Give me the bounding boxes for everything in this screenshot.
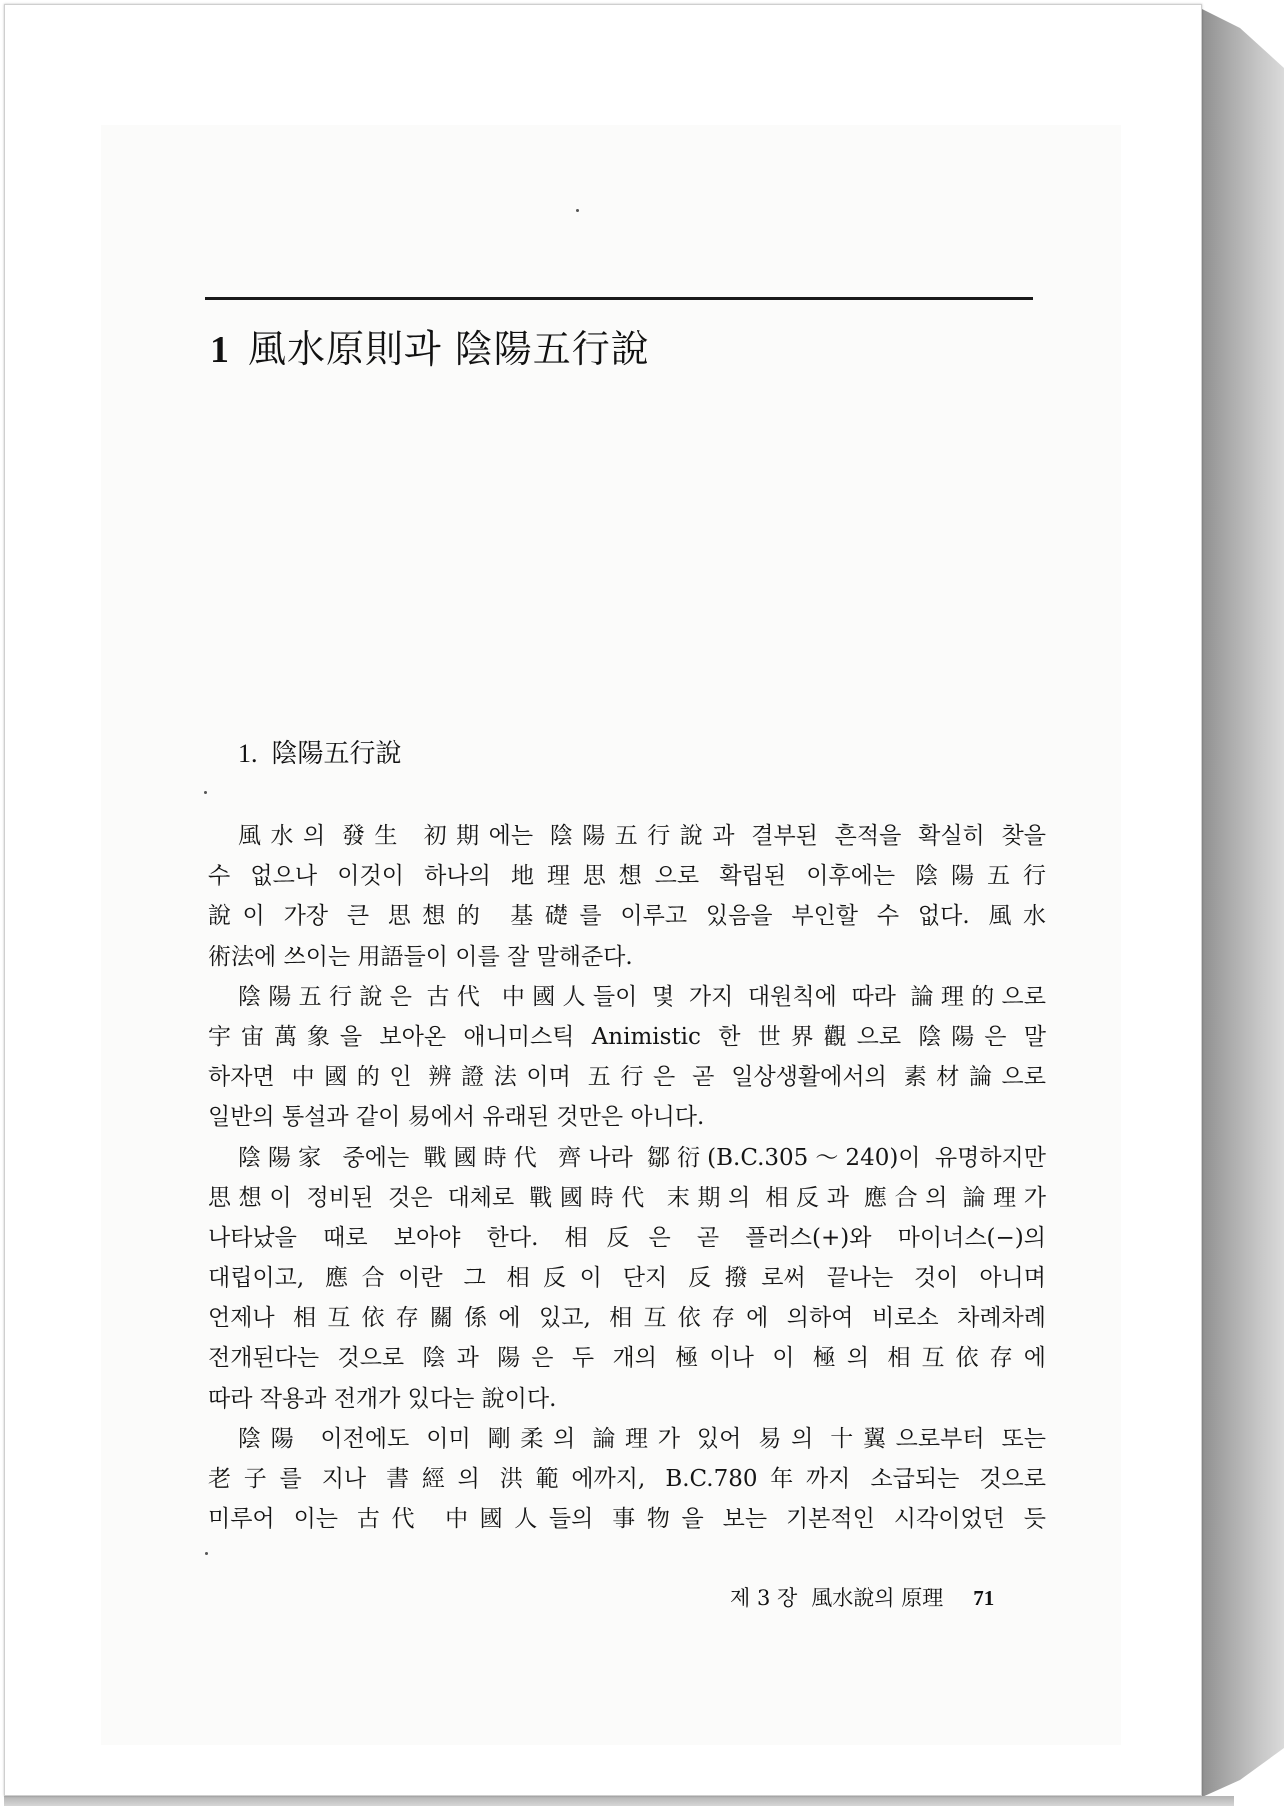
text-line: 宇宙萬象을 보아온 애니미스틱 Animistic 한 世界觀으로 陰陽은 말: [208, 1023, 1046, 1050]
footer-chapter-title: 風水說의 原理: [811, 1586, 944, 1610]
chapter-rule: [205, 297, 1033, 300]
text-line: 수 없으나 이것이 하나의 地理思想으로 확립된 이후에는 陰陽五行: [208, 863, 1046, 890]
text-line: 陰陽五行說은 古代 中國人들이 몇 가지 대원칙에 따라 論理的으로: [238, 983, 1046, 1010]
page-footer: [730, 1582, 994, 1612]
text-line: 說이 가장 큰 思想的 基礎를 이루고 있음을 부인할 수 없다. 風水: [208, 903, 1046, 930]
text-line: 전개된다는 것으로 陰과 陽은 두 개의 極이나 이 極의 相互依存에: [208, 1345, 1046, 1372]
text-line: 미루어 이는 古代 中國人들의 事物을 보는 기본적인 시각이었던 듯: [208, 1506, 1046, 1533]
chapter-number: 1: [210, 329, 230, 371]
text-line: 대립이고, 應合이란 그 相反이 단지 反撥로써 끝나는 것이 아니며: [208, 1265, 1046, 1292]
chapter-title: 風水原則과 陰陽五行說: [248, 327, 650, 371]
paper-speck: [204, 791, 207, 794]
book-bottom-edge: [4, 1796, 1234, 1806]
text-line: 陰陽 이전에도 이미 剛柔의 論理가 있어 易의 十翼으로부터 또는: [238, 1425, 1046, 1452]
body-text: [208, 816, 1046, 1539]
text-line: 風水의 發生 初期에는 陰陽五行說과 결부된 흔적을 확실히 찾을: [238, 823, 1046, 849]
text-line: 老子를 지나 書經의 洪範에까지, B.C.780年까지 소급되는 것으로: [208, 1466, 1046, 1492]
chapter-heading: [210, 318, 650, 373]
text-line: 하자면 中國的인 辨證法이며 五行은 곧 일상생활에서의 素材論으로: [208, 1064, 1046, 1091]
text-line: 언제나 相互依存關係에 있고, 相互依存에 의하여 비로소 차례차례: [208, 1305, 1046, 1332]
text-line: 따라 작용과 전개가 있다는 說이다.: [208, 1385, 557, 1412]
paper-speck: [576, 209, 579, 212]
section-number: 1.: [238, 739, 258, 768]
section-heading: [238, 733, 402, 770]
text-line: 思想이 정비된 것은 대체로 戰國時代 末期의 相反과 應合의 論理가: [208, 1184, 1046, 1211]
text-line: 陰陽家 중에는 戰國時代 齊나라 鄒衍(B.C.305～240)이 유명하지만: [238, 1144, 1046, 1171]
paper-speck: [205, 1552, 208, 1555]
text-line: 術法에 쓰이는 用語들이 이를 잘 말해준다.: [208, 943, 633, 970]
text-line: 나타났을 때로 보아야 한다. 相反은 곧 플러스(+)와 마이너스(−)의: [208, 1224, 1046, 1251]
page-number: 71: [973, 1586, 995, 1610]
text-line: 일반의 통설과 같이 易에서 유래된 것만은 아니다.: [208, 1104, 705, 1131]
book-side-edge: [1200, 8, 1284, 1798]
footer-chapter-label: 제 3 장: [730, 1586, 798, 1610]
section-title: 陰陽五行說: [271, 739, 402, 769]
